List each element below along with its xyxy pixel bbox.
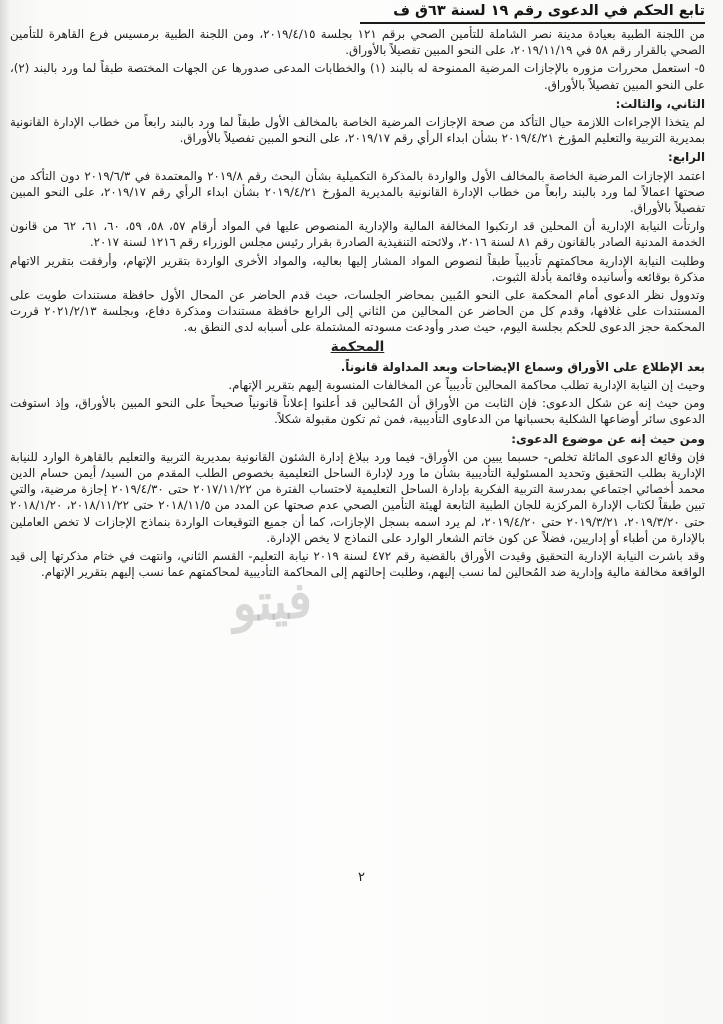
court-title: المحكمة: [330, 338, 385, 355]
page-number: ٢: [358, 870, 365, 885]
paragraph: اعتمد الإجازات المرضية الخاصة بالمخالف الأول والواردة بالمذكرة التكميلية بشأن البحث رقم ٢٠١٩/٨ والمعتمدة في ٢٠١٩/٦/٣ دون التأكد من صحتها اعمالاً لما ورد بالبند رابعاً من خطاب الإدارة القانونية بالمديرية المؤرخ ٢٠١٩/٤/٢١ بشأن ابداء الرأي رقم ٢٠١٩/١٧، على النحو المبين تفصيلاً بالأوراق.: [10, 168, 705, 216]
paragraph: ومن حيث إنه عن شكل الدعوى: فإن الثابت من الأوراق أن المُحالين قد أعلنوا إعلاناً قانونياً صحيحاً على النحو المبين بالأوراق، وإذ استوفت الدعوى سائر أوضاعها الشكلية بحسبانها من الدعاوى التأديبية، فمن ثم تكون مقبولة شكلاً.: [10, 396, 705, 427]
paragraph: من اللجنة الطبية بعيادة مدينة نصر الشاملة للتأمين الصحي برقم ١٢١ بجلسة ٢٠١٩/٤/١٥، ومن اللجنة الطبية برمسيس فرع القاهرة للتأمين الصحي بالقرار رقم ٥٨ في ٢٠١٩/١١/١٩، على النحو المبين تفصيلاً بالأوراق.: [10, 27, 705, 58]
paragraph: وارتأت النيابة الإدارية أن المحلين قد ارتكبوا المخالفة المالية والإدارية المنصوص عليها في المواد أرقام ٥٧، ٥٨، ٥٩، ٦٠، ٦١، ٦٢ من قانون الخدمة المدنية الصادر بالقانون رقم ٨١ لسنة ٢٠١٦، ولائحته التنفيذية الصادرة بقرار رئيس مجلس الوزراء رقم ١٢١٦ لسنة ٢٠١٧.: [10, 219, 706, 250]
paragraph: وتدوول نظر الدعوى أمام المحكمة على النحو المُبين بمحاضر الجلسات، حيث قدم الحاضر عن المحال الأول حافظة مستندات طويت على المستندات على غلافها، وقدم كل من الحاضر عن المحالين من الثاني إلى الرابع حافظة مستندات ومذكرة دفاع، وبجلسة ٢٠٢١/٢/١٣ قررت المحكمة حجز الدعوى للحكم بجلسة اليوم، حيث صدر وأودعت مسودته المشتملة على أسبابه لدى النطق به.: [10, 288, 705, 335]
document-header: تابع الحكم في الدعوى رقم ١٩ لسنة ٦٣ق ف: [360, 2, 705, 24]
paragraph: ٥- استعمل محررات مزوره بالإجازات المرضية الممنوحة له بالبند (١) والخطابات المدعى صدورها عن الجهات المختصة طبقاً لما ورد بالبند (٢)، على النحو المبين تفصيلاً بالأوراق.: [10, 61, 705, 92]
section-heading: الرابع:: [667, 150, 705, 165]
section-heading: الثاني، والثالث:: [615, 96, 705, 111]
paragraph: لم يتخذا الإجراءات اللازمة حيال التأكد من صحة الإجازات المرضية الخاصة بالمخالف الأول طبقاً لما ورد بالبند رابعاً من خطاب الإدارة القانونية بمديرية التربية والتعليم المؤرخ ٢٠١٩/٤/٢١ بشأن ابداء الرأي رقم ٢٠١٩/١٧، على النحو المبين تفصيلاً بالأوراق.: [10, 115, 705, 146]
paragraph: فإن وقائع الدعوى الماثلة تخلص- حسبما يبين من الأوراق- فيما ورد ببلاغ إدارة الشئون القانونية بمديرية التربية والتعليم بالقاهرة الوارد للنيابة الإدارية بطلب التحقيق وتحديد المسئولية التأديبية بشأن ما ورد لإدارة الساحل التعليمية بخصوص الطلب المقدم من السيد/ أيمن حسام الدين محمد أخصائي اجتماعي بمدرسة التربية الفكرية بإدارة الساحل التعليمية لاحتساب الفترة من ٢٠١٧/١١/٢٢ حتى ٢٠١٩/٤/٣٠ إجازة مرضية، والتي تبين طبقاً لكتاب الإدارة المركزية للجان الطبية التابعة لهيئة التأمين الصحي عدم صحتها عن المدد من ٢٠١٨/١١/٥ حتى ٢٠١٨/١١/٢٢، ٢٠١٨/١/٢٠ حتى ٢٠١٩/٣/٢٠، ٢٠١٩/٣/٢١ حتى ٢٠١٩/٤/٢٠، لم يرد اسمه بسجل الإجازات، كما أن جميع التوقيعات الواردة بنماذج الإجازات لا تخص العاملين بالإدارة من أطباء أو إداريين، فضلاً عن كون خاتم الشعار الوارد على النماذج لا يخص الإدارة.: [10, 449, 705, 545]
section-heading: بعد الإطلاع على الأوراق وسماع الإيضاحات وبعد المداولة قانوناً.: [340, 359, 705, 374]
document-body: [10, 26, 705, 583]
paragraph: وحيث إن النيابة الإدارية تطلب محاكمة المحالين تأديبياً عن المخالفات المنسوبة إليهم بتقرير الإتهام.: [228, 378, 705, 393]
paragraph: وطلبت النيابة الإدارية محاكمتهم تأديبياً طبقاً لنصوص المواد المشار إليها بعاليه، والمواد الأخرى الواردة بتقرير الإتهام، وأرفقت بتقرير الاتهام مذكرة بوقائعه وأسانيده وقائمة بأدلة الثبوت.: [10, 253, 705, 284]
paragraph: وقد باشرت النيابة الإدارية التحقيق وقيدت الأوراق بالقضية رقم ٤٧٢ لسنة ٢٠١٩ نيابة التعليم- القسم الثاني، وانتهت في ختام مذكرتها إلى قيد الواقعة مخالفة مالية وإدارية ضد المُحالين لما نسب إليهم، وطلبت إحالتهم إلى المحاكمة التأديبية لمحاكمتهم عما نسب إليهم بتقرير الإتهام.: [10, 549, 705, 580]
section-heading: ومن حيث إنه عن موضوع الدعوى:: [511, 431, 705, 446]
watermark-logo: فيتو: [230, 569, 314, 634]
